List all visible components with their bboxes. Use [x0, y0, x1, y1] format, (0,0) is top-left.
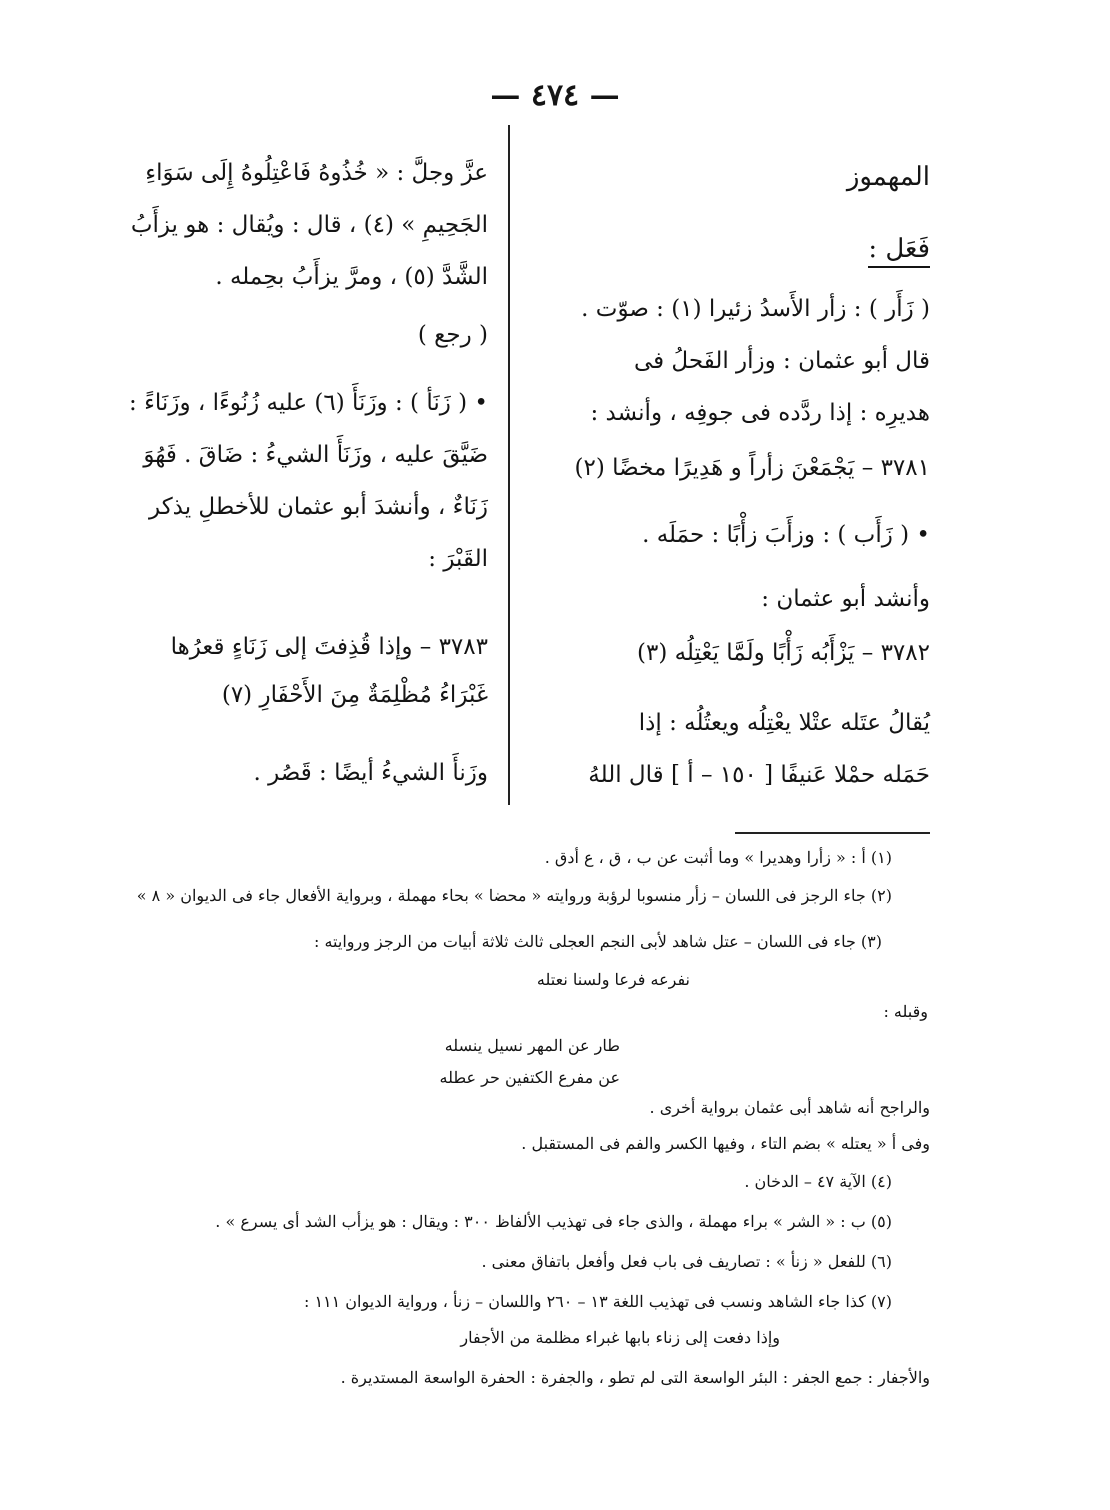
left-column — [80, 150, 488, 790]
entry-line: وأنشد أبو عثمان : — [761, 586, 930, 612]
footnote: (٤) الآية ٤٧ – الدخان . — [744, 1172, 892, 1191]
entry-line: القَبْرَ : — [428, 546, 488, 572]
footnote: (٣) جاء فى اللسان – عتل شاهد لأبى النجم العجلى ثالث ثلاثة أبيات من الرجز وروايته : — [314, 932, 882, 951]
footnote: وفى أ « يعتله » بضم التاء ، وفيها الكسر والفم فى المستقبل . — [521, 1134, 930, 1153]
entry-line: ضَيَّقَ عليه ، وزَنَأَ الشيءُ : ضَاقَ . فَهُوَ — [143, 442, 488, 468]
entry-line: ( زَأَر ) : زأر الأَسدُ زئيرا (١) : صوّت . — [581, 296, 930, 322]
footnote-verse: طار عن المهر نسيل ينسله — [444, 1036, 620, 1055]
footnote: (١) أ : « زأرا وهديرا » وما أثبت عن ب ، ق ، ع أدق . — [544, 848, 892, 867]
entry-line: • ( زَأَب ) : وزأَبَ زأْبًا : حمَلَه . — [642, 522, 930, 548]
footnote: (٦) للفعل « زنأ » : تصاريف فى باب فعل وأفعل باتفاق معنى . — [481, 1252, 892, 1271]
footnote: وقبله : — [883, 1002, 928, 1021]
footnote-verse: نفرعه فرعا ولسنا نعتله — [536, 970, 690, 989]
entry-line: حَمَله حمْلا عَنيفًا [ ١٥٠ – أ ] قال اللهُ — [588, 762, 930, 788]
entry-line: الجَحِيمِ » (٤) ، قال : ويُقال : هو يزأَبُ — [130, 212, 488, 238]
entry-line: • ( زَنَأ ) : وزَنَأَ (٦) عليه زُنُوءًا ، وزَنَاءً : — [129, 390, 488, 416]
section-title: المهموز — [846, 162, 930, 192]
footnote: والأجفار : جمع الجفر : البئر الواسعة التى لم تطو ، والجفرة : الحفرة الواسعة المستديرة . — [340, 1368, 930, 1387]
right-column — [522, 150, 930, 790]
verse-line: ٣٧٨١ – يَجْمَعْنَ زأراً و هَدِيرًا مخضًا (٢) — [574, 455, 930, 481]
entry-line: الشَّدَّ (٥) ، ومرَّ يزأَبُ بحِمله . — [215, 264, 488, 290]
page-number: — ٤٧٤ — — [490, 78, 620, 113]
footnote-verse: وإذا دفعت إلى زناء بابها غبراء مظلمة من الأجفار — [460, 1328, 780, 1347]
pattern-heading — [868, 234, 930, 264]
entry-line: قال أبو عثمان : وزأر الفَحلُ فى — [633, 348, 930, 374]
entry-line: وزَنأَ الشيءُ أيضًا : قَصُر . — [253, 760, 488, 786]
pattern-label: فَعَل : — [868, 234, 930, 268]
verse-line: غَبْرَاءُ مُظْلِمَةٌ مِنَ الأَحْفَارِ (٧) — [221, 682, 488, 708]
footnote: والراجح أنه شاهد أبى عثمان برواية أخرى . — [649, 1098, 930, 1117]
footnote-rule — [735, 832, 930, 834]
entry-line: يُقالُ عتَله عتْلا يعْتِلُه ويعتُلُه : إذا — [638, 710, 930, 736]
entry-line: زَنَاءٌ ، وأنشدَ أبو عثمان للأخطلِ يذكر — [149, 494, 488, 520]
entry-line: عزَّ وجلَّ : « خُذُوهُ فَاعْتِلُوهُ إِلَى سَوَاءِ — [145, 160, 488, 186]
footnote-verse: عن مفرع الكتفين حر عطله — [439, 1068, 620, 1087]
column-divider — [508, 125, 510, 805]
verse-line: ٣٧٨٢ – يَزْأَبُه زَأْبًا ولَمَّا يَعْتِلُه (٣) — [636, 640, 930, 666]
section-marker: ( رجع ) — [417, 322, 488, 348]
entry-line: هديرِه : إذا ردَّده فى جوفِه ، وأنشد : — [590, 400, 930, 426]
footnote: (٧) كذا جاء الشاهد ونسب فى تهذيب اللغة ١٣ – ٢٦٠ واللسان – زنأ ، ورواية الديوان ١١١ : — [303, 1292, 892, 1311]
footnote: (٥) ب : « الشر » براء مهملة ، والذى جاء فى تهذيب الألفاظ ٣٠٠ : ويقال : هو يزأب الشد أى يسرع » . — [215, 1212, 892, 1231]
footnote: (٢) جاء الرجز فى اللسان – زأر منسوبا لرؤبة وروايته « محضا » بحاء مهملة ، وبرواية الأفعال جاء فى الديوان « ٨ » — [136, 886, 892, 905]
verse-line: ٣٧٨٣ – وإذا قُذِفتَ إلى زَنَاءٍ قعرُها — [170, 634, 488, 660]
